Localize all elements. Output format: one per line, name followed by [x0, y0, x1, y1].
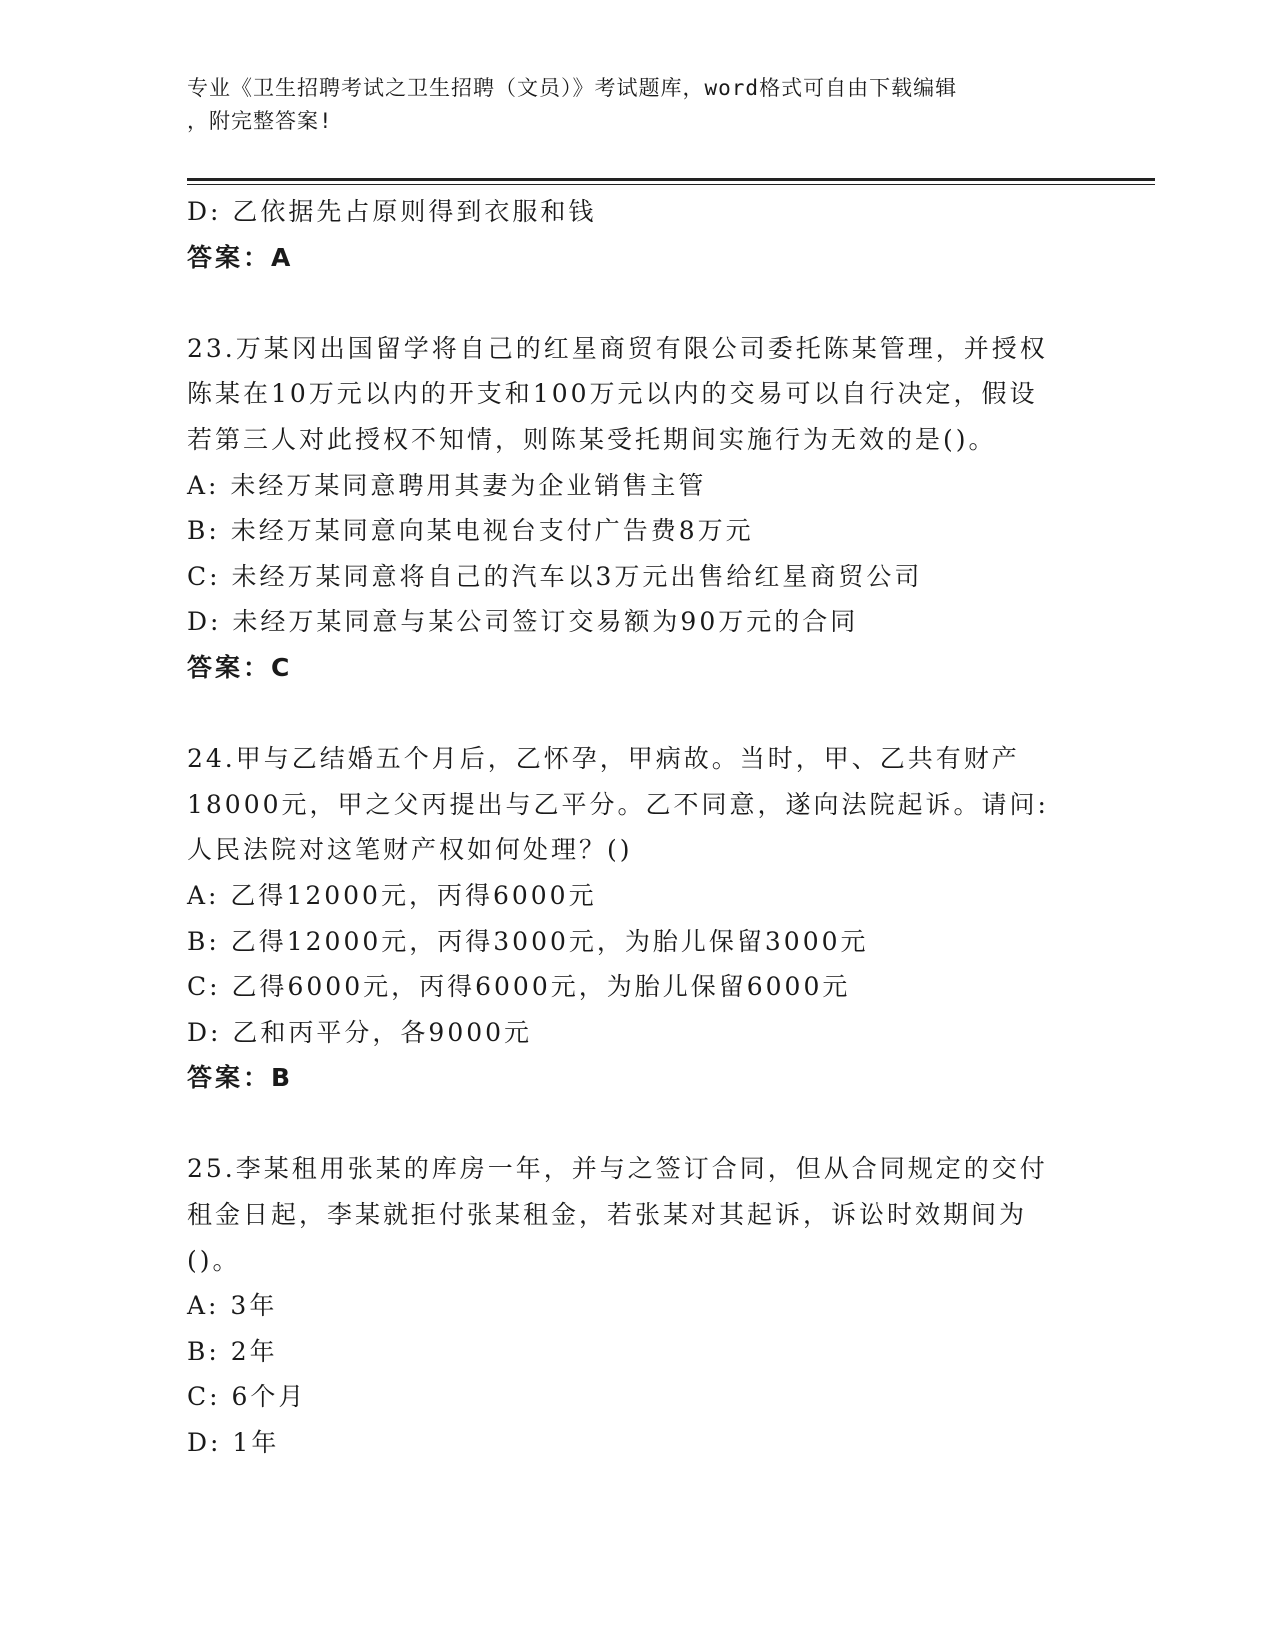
- prev-option-d: D: 乙依据先占原则得到衣服和钱: [187, 197, 597, 226]
- page-header: [187, 72, 1067, 138]
- question-24-option-d: D: 乙和丙平分，各9000元: [187, 1017, 533, 1047]
- document-body: [187, 189, 1087, 1466]
- question-23-line-3: 若第三人对此授权不知情，则陈某受托期间实施行为无效的是()。: [187, 424, 997, 454]
- question-23-line-2: 陈某在10万元以内的开支和100万元以内的交易可以自行决定，假设: [187, 379, 1038, 409]
- question-25-option-d: D: 1年: [187, 1428, 280, 1458]
- prev-answer: 答案：A: [187, 242, 294, 272]
- question-24-option-a: A: 乙得12000元，丙得6000元: [187, 880, 597, 910]
- question-24-line-3: 人民法院对这笔财产权如何处理？(): [187, 835, 633, 865]
- question-25-option-a: A: 3年: [187, 1291, 278, 1321]
- question-24: [187, 736, 1087, 1101]
- question-23-option-a: A: 未经万某同意聘用其妻为企业销售主管: [187, 470, 707, 500]
- question-25-line-2: 租金日起，李某就拒付张某租金，若张某对其起诉，诉讼时效期间为: [187, 1200, 1028, 1230]
- question-24-line-1: 24.甲与乙结婚五个月后，乙怀孕，甲病故。当时，甲、乙共有财产: [187, 744, 1020, 774]
- question-24-answer: 答案：B: [187, 1063, 294, 1093]
- header-rule-thin: [187, 184, 1155, 185]
- question-25: [187, 1146, 1087, 1465]
- question-24-option-c: C: 乙得6000元，丙得6000元，为胎儿保留6000元: [187, 972, 851, 1002]
- question-23-answer: 答案：C: [187, 652, 293, 682]
- question-25-option-c: C: 6个月: [187, 1382, 307, 1412]
- question-23-option-d: D: 未经万某同意与某公司签订交易额为90万元的合同: [187, 607, 859, 637]
- question-23: [187, 326, 1087, 691]
- header-line-1: 专业《卫生招聘考试之卫生招聘（文员）》考试题库，word格式可自由下载编辑: [187, 76, 958, 100]
- question-24-option-b: B: 乙得12000元，丙得3000元，为胎儿保留3000元: [187, 926, 869, 956]
- question-25-line-3: ()。: [187, 1245, 241, 1275]
- header-rule-thick: [187, 178, 1155, 181]
- header-line-2: ，附完整答案!: [187, 109, 333, 133]
- question-25-option-b: B: 2年: [187, 1336, 278, 1366]
- question-23-line-1: 23.万某冈出国留学将自己的红星商贸有限公司委托陈某管理，并授权: [187, 333, 1048, 363]
- question-23-option-c: C: 未经万某同意将自己的汽车以3万元出售给红星商贸公司: [187, 561, 923, 591]
- question-25-line-1: 25.李某租用张某的库房一年，并与之签订合同，但从合同规定的交付: [187, 1154, 1048, 1184]
- question-23-option-b: B: 未经万某同意向某电视台支付广告费8万元: [187, 516, 754, 546]
- question-24-line-2: 18000元，甲之父丙提出与乙平分。乙不同意，遂向法院起诉。请问:: [187, 789, 1049, 819]
